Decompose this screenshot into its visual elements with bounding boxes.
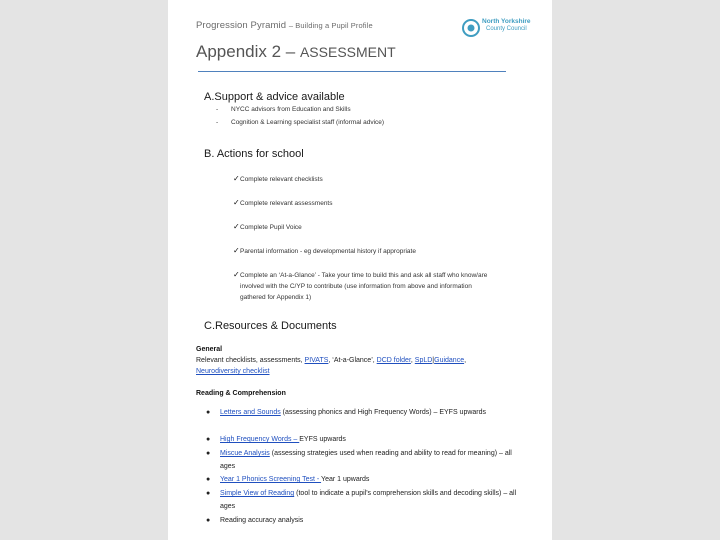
upper-sections xyxy=(168,0,552,303)
title-main: Appendix 2 – xyxy=(196,42,300,61)
simple-view-of-reading-link[interactable]: Simple View of Reading xyxy=(220,490,295,497)
bullet-icon: ● xyxy=(206,476,211,483)
miscue-analysis-link[interactable]: Miscue Analysis xyxy=(220,450,270,457)
checkmark-icon: ✓ xyxy=(233,198,240,207)
high-frequency-words-link[interactable]: High Frequency Words – xyxy=(220,436,300,443)
bullet-icon: ● xyxy=(206,409,211,416)
checkmark-icon: ✓ xyxy=(233,222,240,231)
logo-sub: County Council xyxy=(486,26,527,32)
action-item: ✓ Parental information - eg developmental history if appropriate xyxy=(233,246,416,255)
checkmark-icon: ✓ xyxy=(233,246,240,255)
phonics-screening-link[interactable]: Year 1 Phonics Screening Test - xyxy=(220,476,322,483)
document-page xyxy=(168,0,552,540)
checkmark-icon: ✓ xyxy=(233,270,240,279)
logo-name: North Yorkshire xyxy=(482,18,531,25)
list-item: ● Simple View of Reading (tool to indicate a pupil's comprehension skills and decoding skills) – all ages xyxy=(206,490,517,510)
action-item: ✓ Complete an ‘At-a-Glance’ - Take your time to build this and ask all staff who know/are involved with the C/YP to contribute (use information from above and information gathered for Appendix 1) xyxy=(233,270,488,301)
section-a-heading: A.Support & advice available xyxy=(204,91,345,103)
spld-link[interactable]: SpLD xyxy=(414,357,433,364)
action-item: ✓ Complete relevant checklists xyxy=(233,174,323,183)
bullet-icon: ● xyxy=(206,436,211,443)
guidance-link[interactable]: Guidance xyxy=(434,357,465,364)
list-item: ● Reading accuracy analysis xyxy=(220,515,520,528)
list-item: ● Letters and Sounds (assessing phonics and High Frequency Words) – EYFS upwards xyxy=(220,407,520,420)
list-item: ● Year 1 Phonics Screening Test - Year 1 upwards xyxy=(220,474,520,487)
section-b-heading: B. Actions for school xyxy=(204,148,304,160)
support-item: - NYCC advisors from Education and Skills xyxy=(216,106,351,113)
pivats-link[interactable]: PIVATS xyxy=(304,357,329,364)
bullet-icon: ● xyxy=(206,450,211,457)
list-item: ● Miscue Analysis (assessing strategies used when reading and ability to read for meaning) – all ages xyxy=(206,450,512,470)
general-paragraph: Relevant checklists, assessments, PIVATS, ‘At-a-Glance’, DCD folder, SpLD|Guidance, Neurodiversity checklist xyxy=(196,357,467,375)
bullet-icon: ● xyxy=(206,490,211,497)
dcd-folder-link[interactable]: DCD folder xyxy=(376,357,411,364)
title-small: ASSESSMENT xyxy=(299,44,396,60)
bullet-icon: ● xyxy=(206,517,211,524)
letters-and-sounds-link[interactable]: Letters and Sounds xyxy=(220,409,281,416)
action-item: ✓ Complete relevant assessments xyxy=(233,198,333,207)
support-item: - Cognition & Learning specialist staff (informal advice) xyxy=(216,119,385,126)
reading-label: Reading & Comprehension xyxy=(196,390,286,397)
neurodiversity-checklist-link[interactable]: Neurodiversity checklist xyxy=(196,368,270,375)
checkmark-icon: ✓ xyxy=(233,174,240,183)
section-c-heading: C.Resources & Documents xyxy=(204,320,337,332)
action-item: ✓ Complete Pupil Voice xyxy=(233,222,302,231)
doc-subtitle: – Building a Pupil Profile xyxy=(288,21,373,30)
general-label: General xyxy=(196,346,223,353)
doc-title: Progression Pyramid xyxy=(196,20,287,31)
list-item: ● High Frequency Words – EYFS upwards xyxy=(220,434,520,447)
